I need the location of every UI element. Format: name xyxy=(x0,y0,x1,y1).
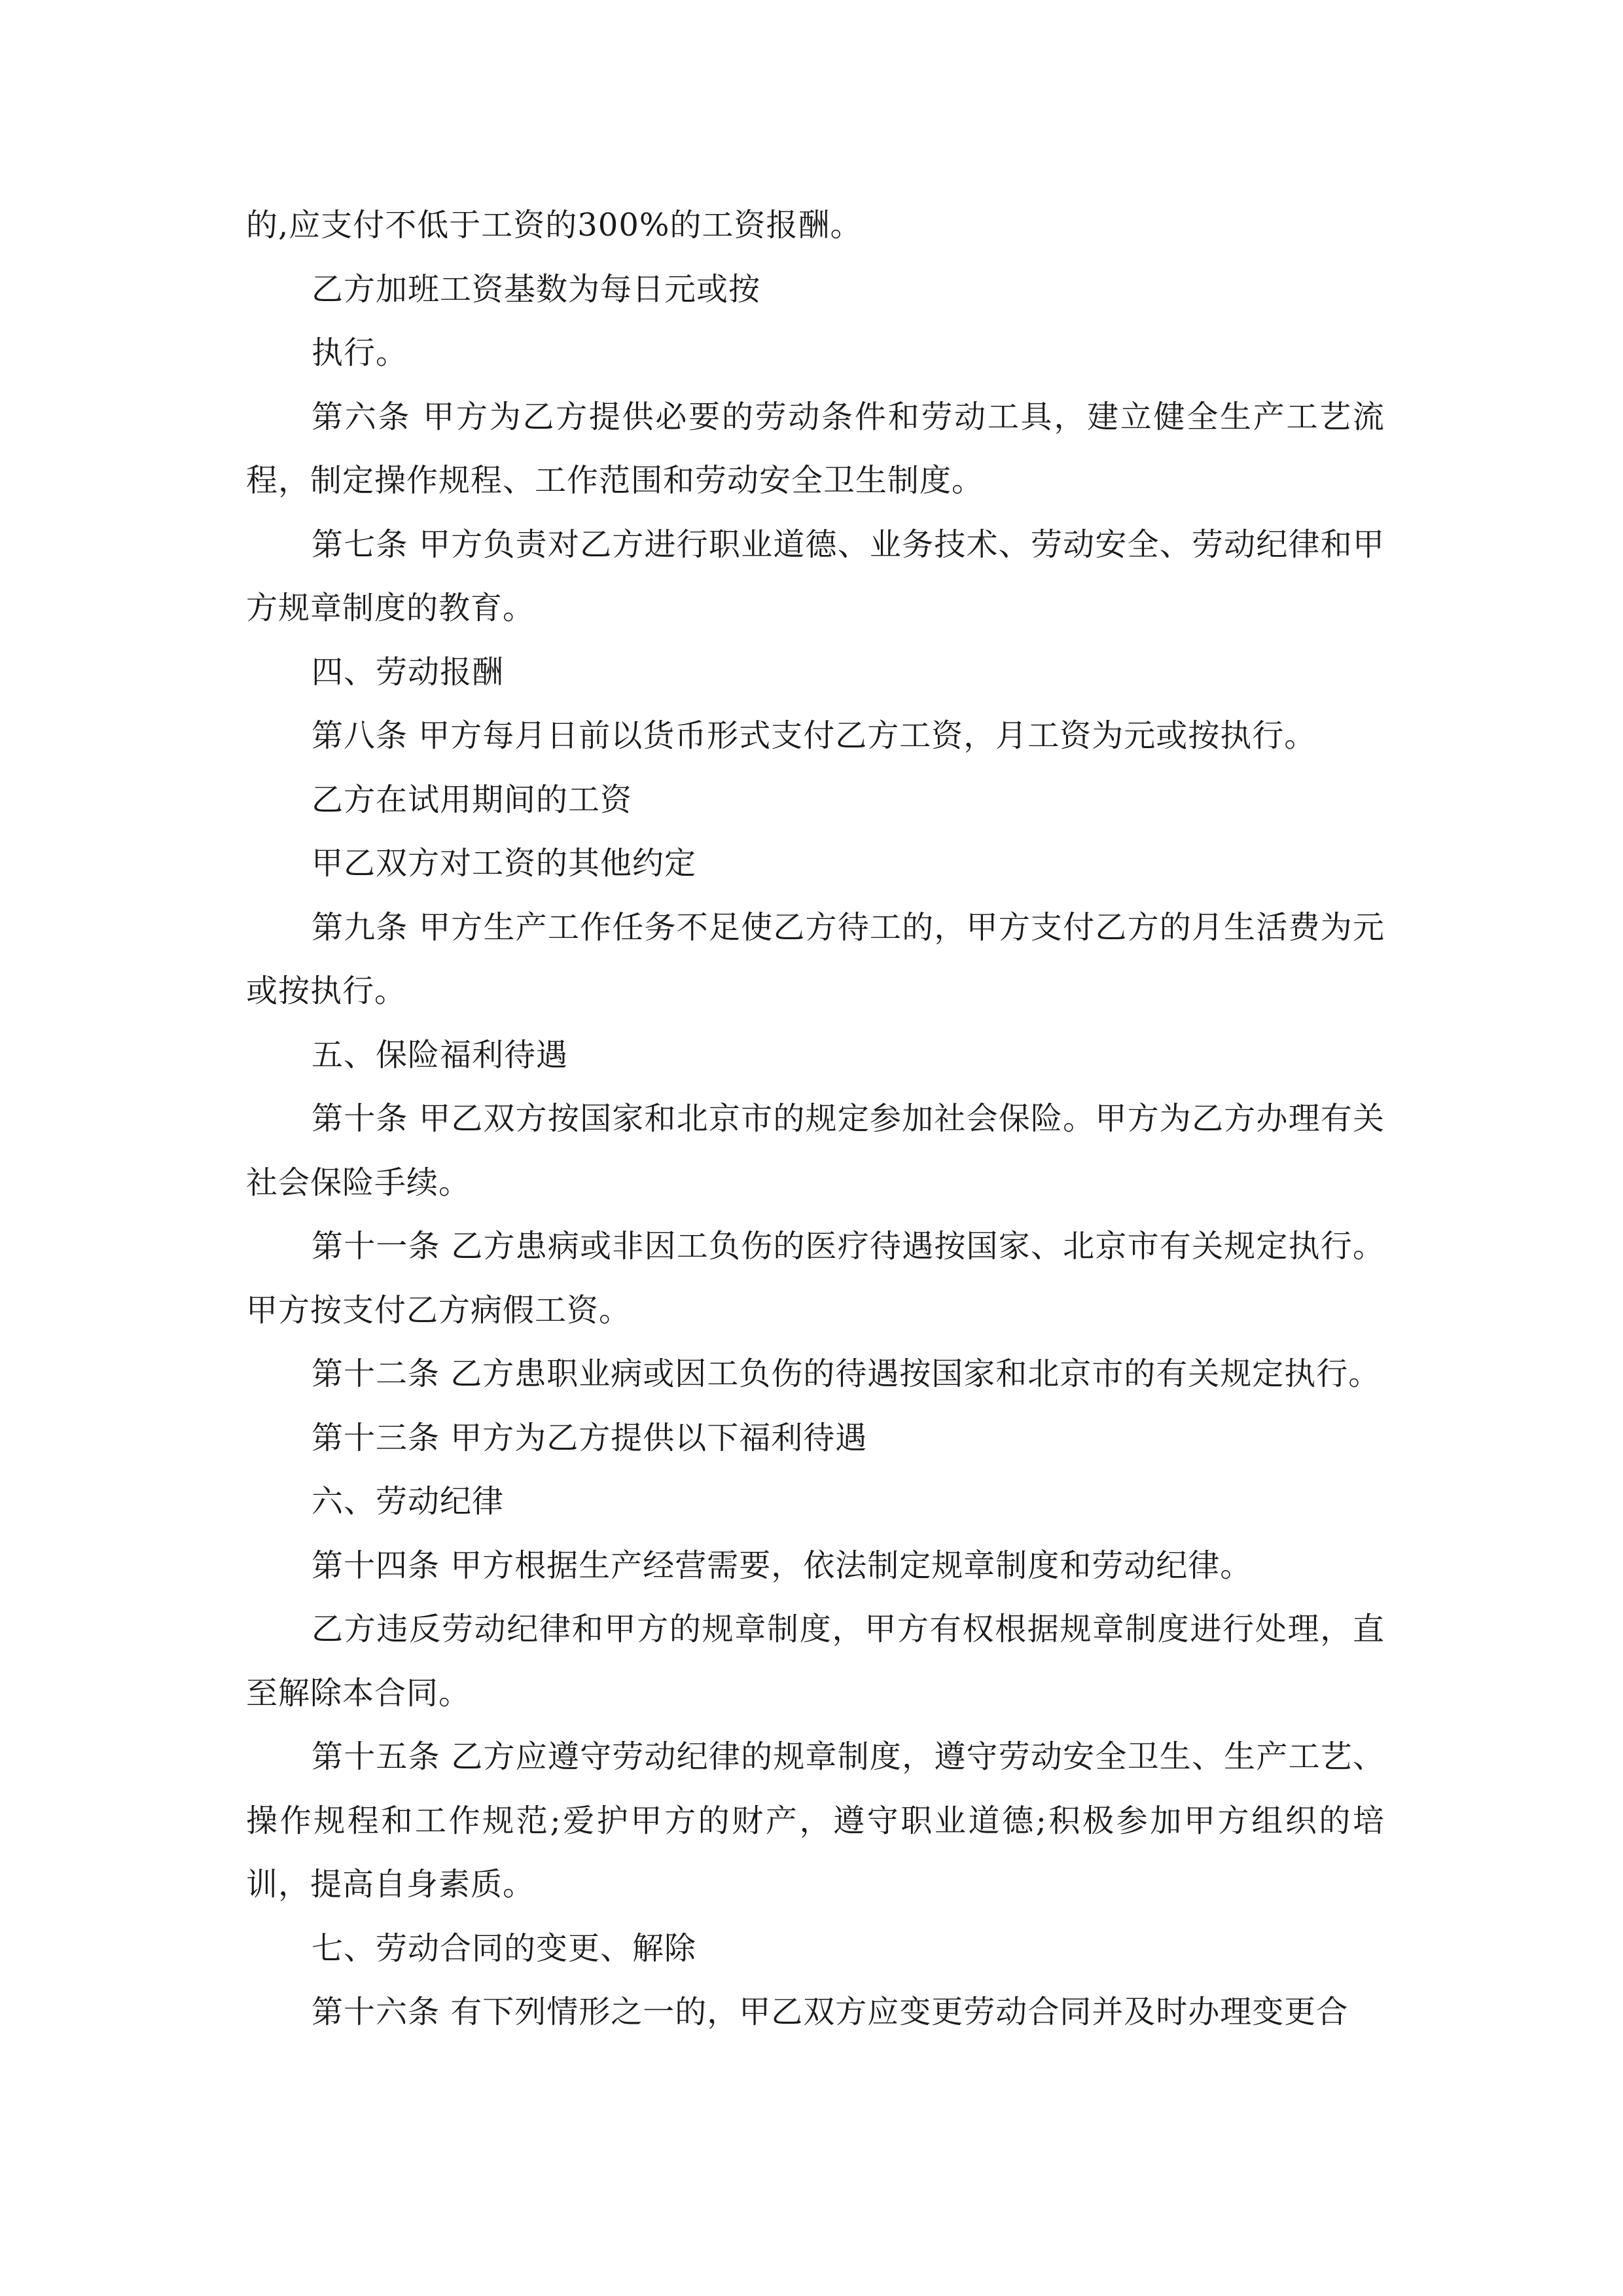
paragraph: 乙方违反劳动纪律和甲方的规章制度，甲方有权根据规章制度进行处理，直至解除本合同。 xyxy=(246,1611,1385,1712)
section-heading: 四、劳动报酬 xyxy=(312,653,505,691)
paragraph: 第七条 甲方负责对乙方进行职业道德、业务技术、劳动安全、劳动纪律和甲方规章制度的教育。 xyxy=(246,526,1385,626)
section-heading: 五、保险福利待遇 xyxy=(312,1036,569,1073)
paragraph: 乙方在试用期间的工资 xyxy=(312,781,633,818)
paragraph: 的,应支付不低于工资的300%的工资报酬。 xyxy=(246,207,863,243)
paragraph: 第六条 甲方为乙方提供必要的劳动条件和劳动工具，建立健全生产工艺流程，制定操作规程、工作范围和劳动安全卫生制度。 xyxy=(246,398,1385,499)
paragraph: 乙方加班工资基数为每日元或按 xyxy=(312,270,761,308)
paragraph: 第八条 甲方每月日前以货币形式支付乙方工资，月工资为元或按执行。 xyxy=(312,717,1317,754)
paragraph: 第十二条 乙方患职业病或因工负伤的待遇按国家和北京市的有关规定执行。 xyxy=(312,1355,1381,1392)
document-body xyxy=(246,194,1385,2045)
paragraph: 第十六条 有下列情形之一的，甲乙双方应变更劳动合同并及时办理变更合 xyxy=(312,1994,1349,2030)
paragraph: 第十条 甲乙双方按国家和北京市的规定参加社会保险。甲方为乙方办理有关社会保险手续。 xyxy=(246,1100,1385,1201)
paragraph: 执行。 xyxy=(312,334,408,371)
paragraph: 第九条 甲方生产工作任务不足使乙方待工的，甲方支付乙方的月生活费为元或按执行。 xyxy=(246,908,1385,1009)
paragraph: 第十三条 甲方为乙方提供以下福利待遇 xyxy=(312,1419,868,1456)
section-heading: 七、劳动合同的变更、解除 xyxy=(312,1929,697,1967)
paragraph: 第十一条 乙方患病或非因工负伤的医疗待遇按国家、北京市有关规定执行。甲方按支付乙方病假工资。 xyxy=(246,1228,1385,1329)
section-heading: 六、劳动纪律 xyxy=(312,1483,505,1520)
paragraph: 第十五条 乙方应遵守劳动纪律的规章制度，遵守劳动安全卫生、生产工艺、操作规程和工作规范;爱护甲方的财产，遵守职业道德;积极参加甲方组织的培训，提高自身素质。 xyxy=(246,1738,1385,1903)
paragraph: 第十四条 甲方根据生产经营需要，依法制定规章制度和劳动纪律。 xyxy=(312,1547,1253,1584)
paragraph: 甲乙双方对工资的其他约定 xyxy=(312,845,697,882)
